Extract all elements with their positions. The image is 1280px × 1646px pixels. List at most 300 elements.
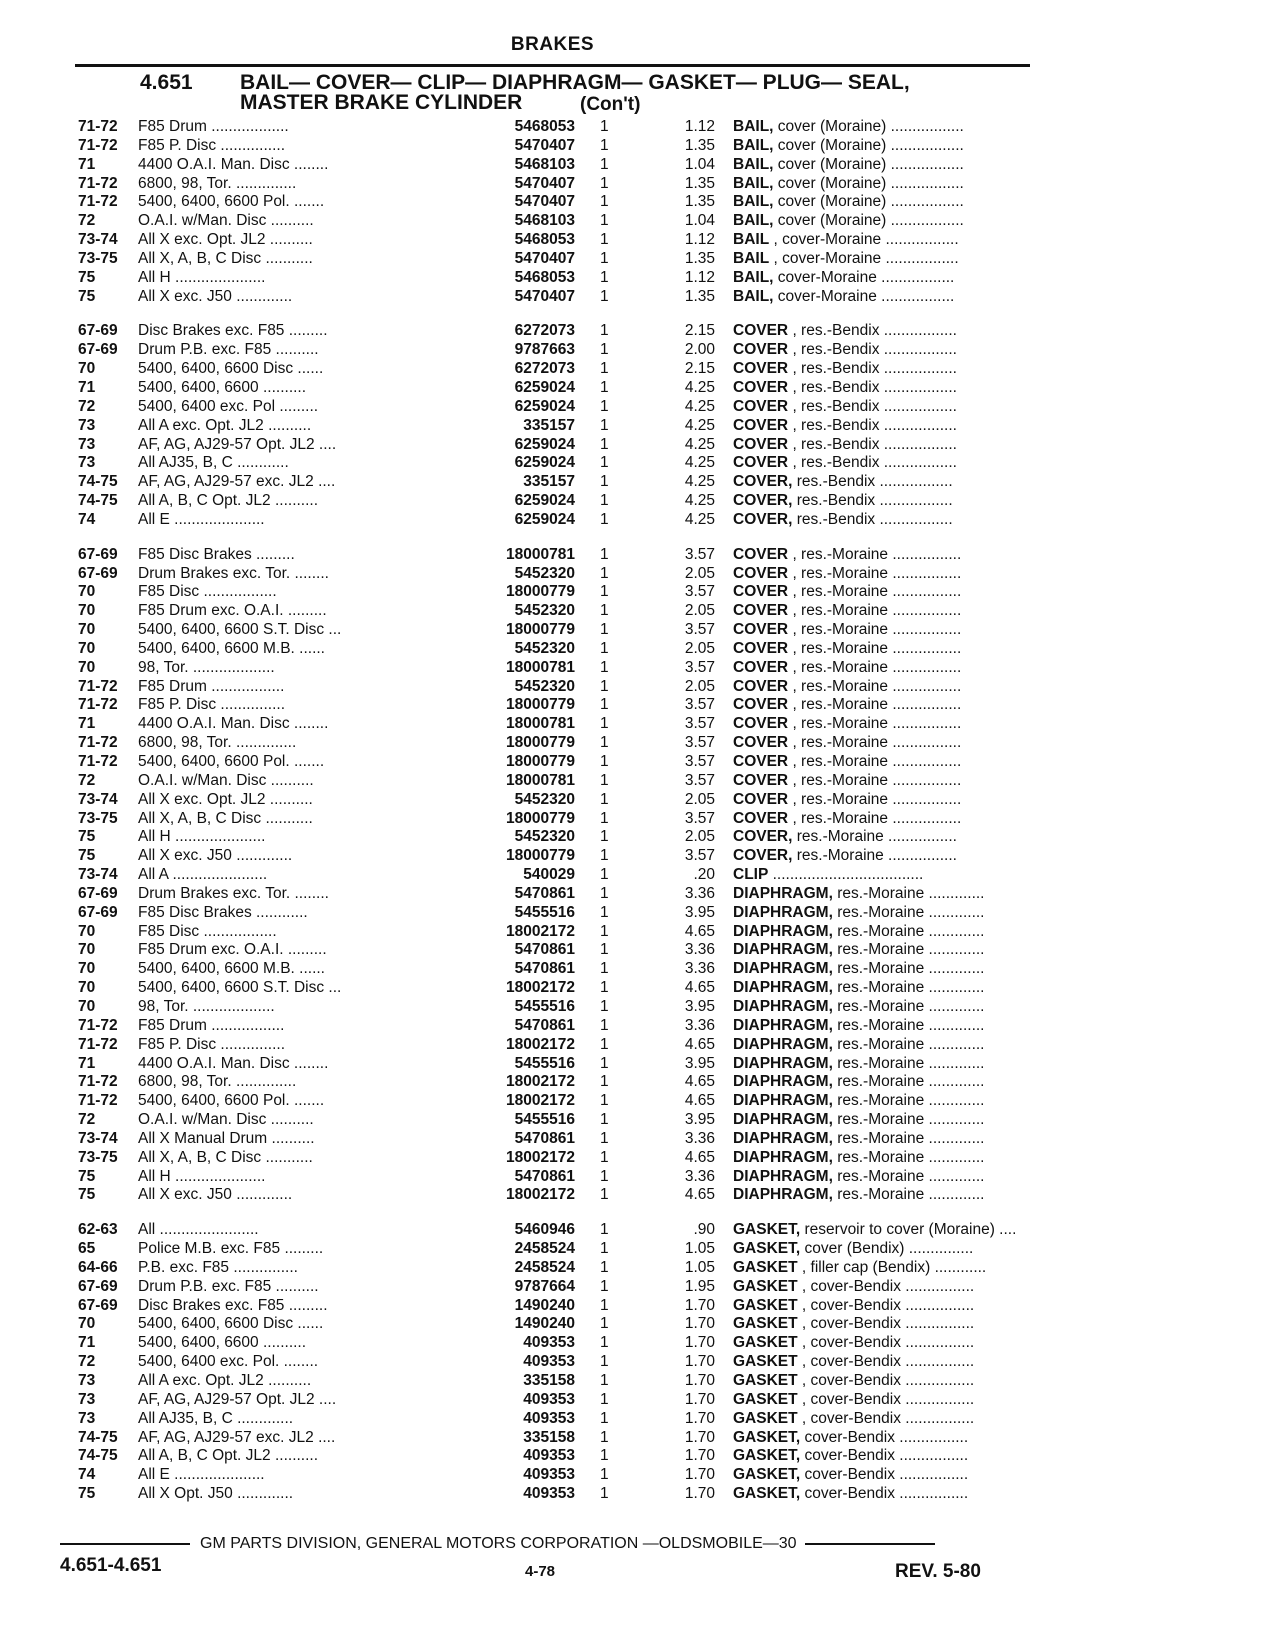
quantity-cell: 1 [600,1073,609,1091]
table-row [70,436,1030,455]
description-cell [733,960,1103,978]
part-name: COVER [733,621,789,639]
part-number-cell: 6259024 [514,492,575,510]
price-cell: 4.25 [684,416,715,434]
description-cell [733,360,1103,378]
table-row [70,175,1030,194]
part-detail: , res.-Bendix ................. [792,322,957,340]
application-cell: All X exc. J50 ............. [138,287,293,305]
table-row [70,1372,1030,1391]
description-cell [733,734,1103,752]
quantity-cell: 1 [600,1221,609,1239]
description-cell [733,979,1103,997]
part-number-cell: 18000779 [506,753,575,770]
part-number-cell: 18000779 [506,696,575,714]
quantity-cell: 1 [600,1485,609,1503]
application-cell: All A exc. Opt. JL2 .......... [138,416,312,434]
part-name: COVER, [733,492,793,510]
part-detail: res.-Bendix ................. [796,473,953,491]
application-cell: All H ..................... [138,268,266,286]
price-cell: 3.57 [684,715,715,733]
part-detail: cover (Moraine) ................. [777,118,964,135]
description-cell [733,1240,1103,1258]
description-cell [733,118,1103,136]
table-row [70,772,1030,791]
quantity-cell: 1 [600,341,609,359]
application-cell: All H ..................... [138,828,266,846]
quantity-cell: 1 [600,903,609,921]
part-name: BAIL, [733,287,774,305]
part-detail: ................................... [772,866,924,884]
year-cell: 73 [78,1409,96,1427]
price-cell: 1.70 [684,1296,715,1314]
part-name: COVER [733,583,789,601]
year-cell: 75 [78,847,96,865]
part-number-cell: 5470861 [514,884,575,902]
part-name: BAIL, [733,212,774,230]
part-detail: res.-Bendix ................. [796,492,953,510]
year-cell: 73-74 [78,1129,118,1147]
price-cell: 4.65 [684,1092,715,1110]
application-cell: 98, Tor. ................... [138,997,275,1015]
description-cell [733,1278,1103,1296]
group-number: 4.651 [140,71,193,94]
quantity-cell: 1 [600,287,609,305]
year-cell: 72 [78,1353,96,1371]
price-cell: 2.05 [684,639,715,657]
part-number-cell: 6259024 [514,454,575,472]
part-number-cell: 9787664 [514,1277,575,1295]
part-number-cell: 6259024 [514,397,575,415]
price-cell: 1.04 [684,212,715,230]
application-cell: Drum Brakes exc. Tor. ........ [138,884,329,902]
part-name: COVER [733,639,789,657]
quantity-cell: 1 [600,809,609,827]
quantity-cell: 1 [600,658,609,676]
part-number-cell: 335157 [523,473,575,491]
part-number-cell: 409353 [523,1334,575,1352]
part-name: COVER [733,454,789,472]
year-cell: 73-74 [78,866,118,884]
part-detail: res.-Moraine ............. [837,1073,985,1091]
table-row [70,360,1030,379]
part-name: BAIL, [733,174,774,192]
part-number-cell: 5452320 [514,564,575,582]
description-cell [733,398,1103,416]
year-cell: 71-72 [78,193,118,211]
quantity-cell: 1 [600,1353,609,1371]
table-row [70,546,1030,565]
price-cell: .20 [693,866,715,884]
part-name: COVER [733,658,789,676]
part-name: GASKET [733,1409,798,1427]
application-cell: Disc Brakes exc. F85 ......... [138,322,328,340]
part-name: COVER [733,602,789,620]
price-cell: 3.95 [684,1111,715,1129]
description-cell [733,473,1103,491]
table-row [70,269,1030,288]
table-row [70,640,1030,659]
application-cell: F85 Disc Brakes ............ [138,903,308,921]
quantity-cell: 1 [600,602,609,620]
table-row [70,341,1030,360]
price-cell: 4.25 [684,454,715,472]
year-cell: 62-63 [78,1221,118,1239]
table-row [70,734,1030,753]
price-cell: 1.12 [684,118,715,135]
application-cell: 5400, 6400 exc. Pol. ........ [138,1353,319,1371]
table-row [70,1278,1030,1297]
price-cell: 4.65 [684,1035,715,1053]
part-name: GASKET [733,1258,798,1276]
application-cell: 5400, 6400, 6600 Pol. ....... [138,753,325,770]
price-cell: 4.25 [684,492,715,510]
quantity-cell: 1 [600,790,609,808]
part-detail: res.-Moraine ............. [837,903,985,921]
price-cell: 3.36 [684,960,715,978]
quantity-cell: 1 [600,866,609,884]
year-cell: 71-72 [78,174,118,192]
quantity-cell: 1 [600,1409,609,1427]
year-cell: 74-75 [78,492,118,510]
year-cell: 73-74 [78,231,118,249]
year-cell: 70 [78,639,96,657]
description-cell [733,156,1103,174]
part-name: DIAPHRAGM, [733,1073,833,1091]
quantity-cell: 1 [600,1092,609,1110]
description-cell [733,436,1103,454]
table-row [70,250,1030,269]
part-name: COVER [733,416,789,434]
price-cell: 3.57 [684,545,715,563]
description-cell [733,1186,1103,1204]
part-detail: cover-Moraine ................. [777,287,955,305]
application-cell: AF, AG, AJ29-57 Opt. JL2 .... [138,435,337,453]
part-number-cell: 5468103 [514,155,575,173]
application-cell: P.B. exc. F85 ............... [138,1258,298,1276]
quantity-cell: 1 [600,416,609,434]
application-cell: Police M.B. exc. F85 ......... [138,1240,324,1258]
application-cell: O.A.I. w/Man. Disc .......... [138,1111,314,1129]
part-name: COVER [733,397,789,415]
application-cell: 4400 O.A.I. Man. Disc ........ [138,1054,329,1072]
quantity-cell: 1 [600,136,609,154]
part-detail: res.-Moraine ............. [837,997,985,1015]
table-row [70,1221,1030,1240]
part-number-cell: 335158 [523,1428,575,1446]
part-name: GASKET [733,1315,798,1333]
part-number-cell: 5470861 [514,1129,575,1147]
part-detail: , res.-Bendix ................. [792,435,957,453]
part-number-cell: 335158 [523,1372,575,1389]
part-detail: , cover-Bendix ................ [801,1277,975,1295]
part-number-cell: 18000779 [506,809,575,827]
price-cell: 4.65 [684,1186,715,1204]
part-number-cell: 5452320 [514,639,575,657]
quantity-cell: 1 [600,979,609,997]
part-detail: res.-Moraine ............. [837,1167,985,1185]
year-cell: 73 [78,1372,96,1389]
application-cell: All E ..................... [138,510,265,528]
quantity-cell: 1 [600,155,609,173]
part-detail: , res.-Bendix ................. [792,416,957,434]
part-name: COVER, [733,847,793,865]
description-cell [733,583,1103,601]
year-cell: 73-74 [78,790,118,808]
description-cell [733,288,1103,306]
application-cell: F85 P. Disc ............... [138,1035,286,1053]
parts-block [70,546,1030,1206]
price-cell: 4.65 [684,1148,715,1166]
table-row [70,866,1030,885]
part-detail: , cover-Bendix ................ [801,1334,975,1352]
part-detail: res.-Moraine ............. [837,1092,985,1110]
part-name: COVER [733,696,789,714]
year-cell: 71 [78,155,96,173]
description-cell [733,1466,1103,1484]
application-cell: All A, B, C Opt. JL2 .......... [138,1447,319,1465]
description-cell [733,1073,1103,1091]
price-cell: 1.70 [684,1447,715,1465]
part-number-cell: 409353 [523,1485,575,1503]
part-name: GASKET, [733,1240,801,1258]
part-name: DIAPHRAGM, [733,884,833,902]
price-cell: 1.05 [684,1258,715,1276]
part-name: CLIP [733,866,769,884]
price-cell: 3.57 [684,753,715,770]
description-cell [733,753,1103,771]
year-cell: 67-69 [78,322,118,340]
part-name: DIAPHRAGM, [733,1035,833,1053]
year-cell: 70 [78,960,96,978]
part-name: COVER [733,677,789,695]
price-cell: 3.36 [684,941,715,959]
application-cell: Drum P.B. exc. F85 .......... [138,341,319,359]
part-detail: cover-Bendix ................ [804,1447,969,1465]
quantity-cell: 1 [600,715,609,733]
description-cell [733,492,1103,510]
table-row [70,1130,1030,1149]
year-cell: 67-69 [78,1277,118,1295]
part-number-cell: 409353 [523,1447,575,1465]
footer-publisher-line [60,1535,1020,1553]
quantity-cell: 1 [600,1129,609,1147]
group-title-line1: BAIL— COVER— CLIP— DIAPHRAGM— GASKET— PLUG— SEAL, [240,71,910,94]
part-detail: , cover-Moraine ................. [773,249,959,267]
part-number-cell: 18002172 [506,979,575,997]
description-cell [733,1055,1103,1073]
part-number-cell: 409353 [523,1409,575,1427]
part-number-cell: 540029 [523,866,575,884]
part-name: DIAPHRAGM, [733,1111,833,1129]
quantity-cell: 1 [600,249,609,267]
part-number-cell: 5468103 [514,212,575,230]
part-name: COVER [733,341,789,359]
application-cell: 5400, 6400, 6600 Pol. ....... [138,193,325,211]
price-cell: 1.70 [684,1315,715,1333]
part-name: GASKET [733,1372,798,1389]
price-cell: 2.05 [684,677,715,695]
part-detail: , res.-Moraine ................ [792,771,962,789]
application-cell: All X exc. J50 ............. [138,1186,293,1204]
quantity-cell: 1 [600,1148,609,1166]
part-detail: res.-Moraine ............. [837,979,985,997]
part-number-cell: 409353 [523,1353,575,1371]
table-row [70,1073,1030,1092]
part-name: COVER [733,435,789,453]
quantity-cell: 1 [600,492,609,510]
table-row [70,696,1030,715]
price-cell: 1.70 [684,1334,715,1352]
description-cell [733,1149,1103,1167]
section-title: BRAKES [510,34,595,55]
table-row [70,398,1030,417]
table-row [70,1334,1030,1353]
year-cell: 74-75 [78,1447,118,1465]
part-name: GASKET, [733,1221,801,1239]
part-name: DIAPHRAGM, [733,922,833,940]
part-detail: , res.-Moraine ................ [792,677,962,695]
application-cell: 5400, 6400, 6600 .......... [138,378,307,396]
year-cell: 74-75 [78,1428,118,1446]
part-name: GASKET [733,1390,798,1408]
application-cell: All E ..................... [138,1466,265,1484]
quantity-cell: 1 [600,1447,609,1465]
part-name: DIAPHRAGM, [733,1186,833,1204]
part-detail: res.-Moraine ............. [837,941,985,959]
table-row [70,1092,1030,1111]
part-detail: cover (Moraine) ................. [777,136,964,154]
year-cell: 75 [78,1167,96,1185]
year-cell: 71-72 [78,753,118,770]
application-cell: 98, Tor. ................... [138,658,275,676]
part-detail: res.-Moraine ............. [837,1016,985,1034]
part-number-cell: 5452320 [514,828,575,846]
part-name: DIAPHRAGM, [733,979,833,997]
part-name: BAIL, [733,268,774,286]
application-cell: 5400, 6400, 6600 Disc ...... [138,1315,324,1333]
part-detail: , res.-Moraine ................ [792,734,962,752]
part-number-cell: 18002172 [506,1035,575,1053]
table-row [70,621,1030,640]
part-detail: reservoir to cover (Moraine) .... [804,1221,1017,1239]
parts-table [70,118,1030,1520]
price-cell: 1.70 [684,1353,715,1371]
quantity-cell: 1 [600,473,609,491]
quantity-cell: 1 [600,1258,609,1276]
description-cell [733,941,1103,959]
application-cell: F85 P. Disc ............... [138,696,286,714]
table-row [70,1036,1030,1055]
table-row [70,1353,1030,1372]
quantity-cell: 1 [600,621,609,639]
part-number-cell: 5470861 [514,1016,575,1034]
table-row [70,417,1030,436]
year-cell: 75 [78,287,96,305]
quantity-cell: 1 [600,941,609,959]
year-cell: 72 [78,397,96,415]
application-cell: Drum P.B. exc. F85 .......... [138,1277,319,1295]
quantity-cell: 1 [600,960,609,978]
application-cell: All A exc. Opt. JL2 .......... [138,1372,312,1389]
part-number-cell: 5468053 [514,118,575,135]
price-cell: 1.95 [684,1277,715,1295]
quantity-cell: 1 [600,193,609,211]
year-cell: 71-72 [78,677,118,695]
table-row [70,1391,1030,1410]
application-cell: F85 Drum ................. [138,677,285,695]
year-cell: 73 [78,454,96,472]
part-detail: , res.-Moraine ................ [792,564,962,582]
price-cell: 3.57 [684,809,715,827]
price-cell: 2.05 [684,564,715,582]
price-cell: 1.35 [684,136,715,154]
footer-page-number: 4-78 [525,1563,556,1580]
table-row [70,156,1030,175]
part-number-cell: 6272073 [514,322,575,340]
price-cell: 1.35 [684,287,715,305]
part-number-cell: 18002172 [506,1186,575,1204]
description-cell [733,602,1103,620]
price-cell: 2.15 [684,322,715,340]
part-number-cell: 5470861 [514,960,575,978]
part-detail: res.-Moraine ................ [796,828,957,846]
table-row [70,904,1030,923]
year-cell: 71-72 [78,1016,118,1034]
year-cell: 67-69 [78,341,118,359]
price-cell: 2.05 [684,790,715,808]
part-detail: , res.-Moraine ................ [792,602,962,620]
application-cell: All X, A, B, C Disc ........... [138,809,313,827]
table-row [70,960,1030,979]
application-cell: 4400 O.A.I. Man. Disc ........ [138,155,329,173]
year-cell: 70 [78,602,96,620]
price-cell: 4.65 [684,1073,715,1091]
table-row [70,678,1030,697]
part-detail: , res.-Bendix ................. [792,341,957,359]
year-cell: 73 [78,416,96,434]
application-cell: All A, B, C Opt. JL2 .......... [138,492,319,510]
quantity-cell: 1 [600,360,609,378]
part-number-cell: 5455516 [514,903,575,921]
part-name: BAIL, [733,193,774,211]
part-detail: , res.-Moraine ................ [792,715,962,733]
application-cell: All X Manual Drum .......... [138,1129,315,1147]
price-cell: 1.12 [684,268,715,286]
year-cell: 64-66 [78,1258,118,1276]
description-cell [733,715,1103,733]
table-row [70,753,1030,772]
part-detail: cover-Bendix ................ [804,1485,969,1503]
application-cell: 5400, 6400, 6600 S.T. Disc ... [138,979,342,997]
part-detail: , res.-Moraine ................ [792,583,962,601]
price-cell: 3.57 [684,621,715,639]
quantity-cell: 1 [600,677,609,695]
part-name: GASKET, [733,1466,801,1484]
part-detail: cover-Bendix ................ [804,1466,969,1484]
part-number-cell: 5470407 [514,249,575,267]
quantity-cell: 1 [600,1240,609,1258]
part-name: DIAPHRAGM, [733,960,833,978]
description-cell [733,379,1103,397]
table-row [70,1055,1030,1074]
year-cell: 72 [78,1111,96,1129]
continued-label: (Con't) [580,94,641,115]
part-name: DIAPHRAGM, [733,1167,833,1185]
year-cell: 70 [78,979,96,997]
year-cell: 72 [78,212,96,230]
part-number-cell: 409353 [523,1466,575,1484]
